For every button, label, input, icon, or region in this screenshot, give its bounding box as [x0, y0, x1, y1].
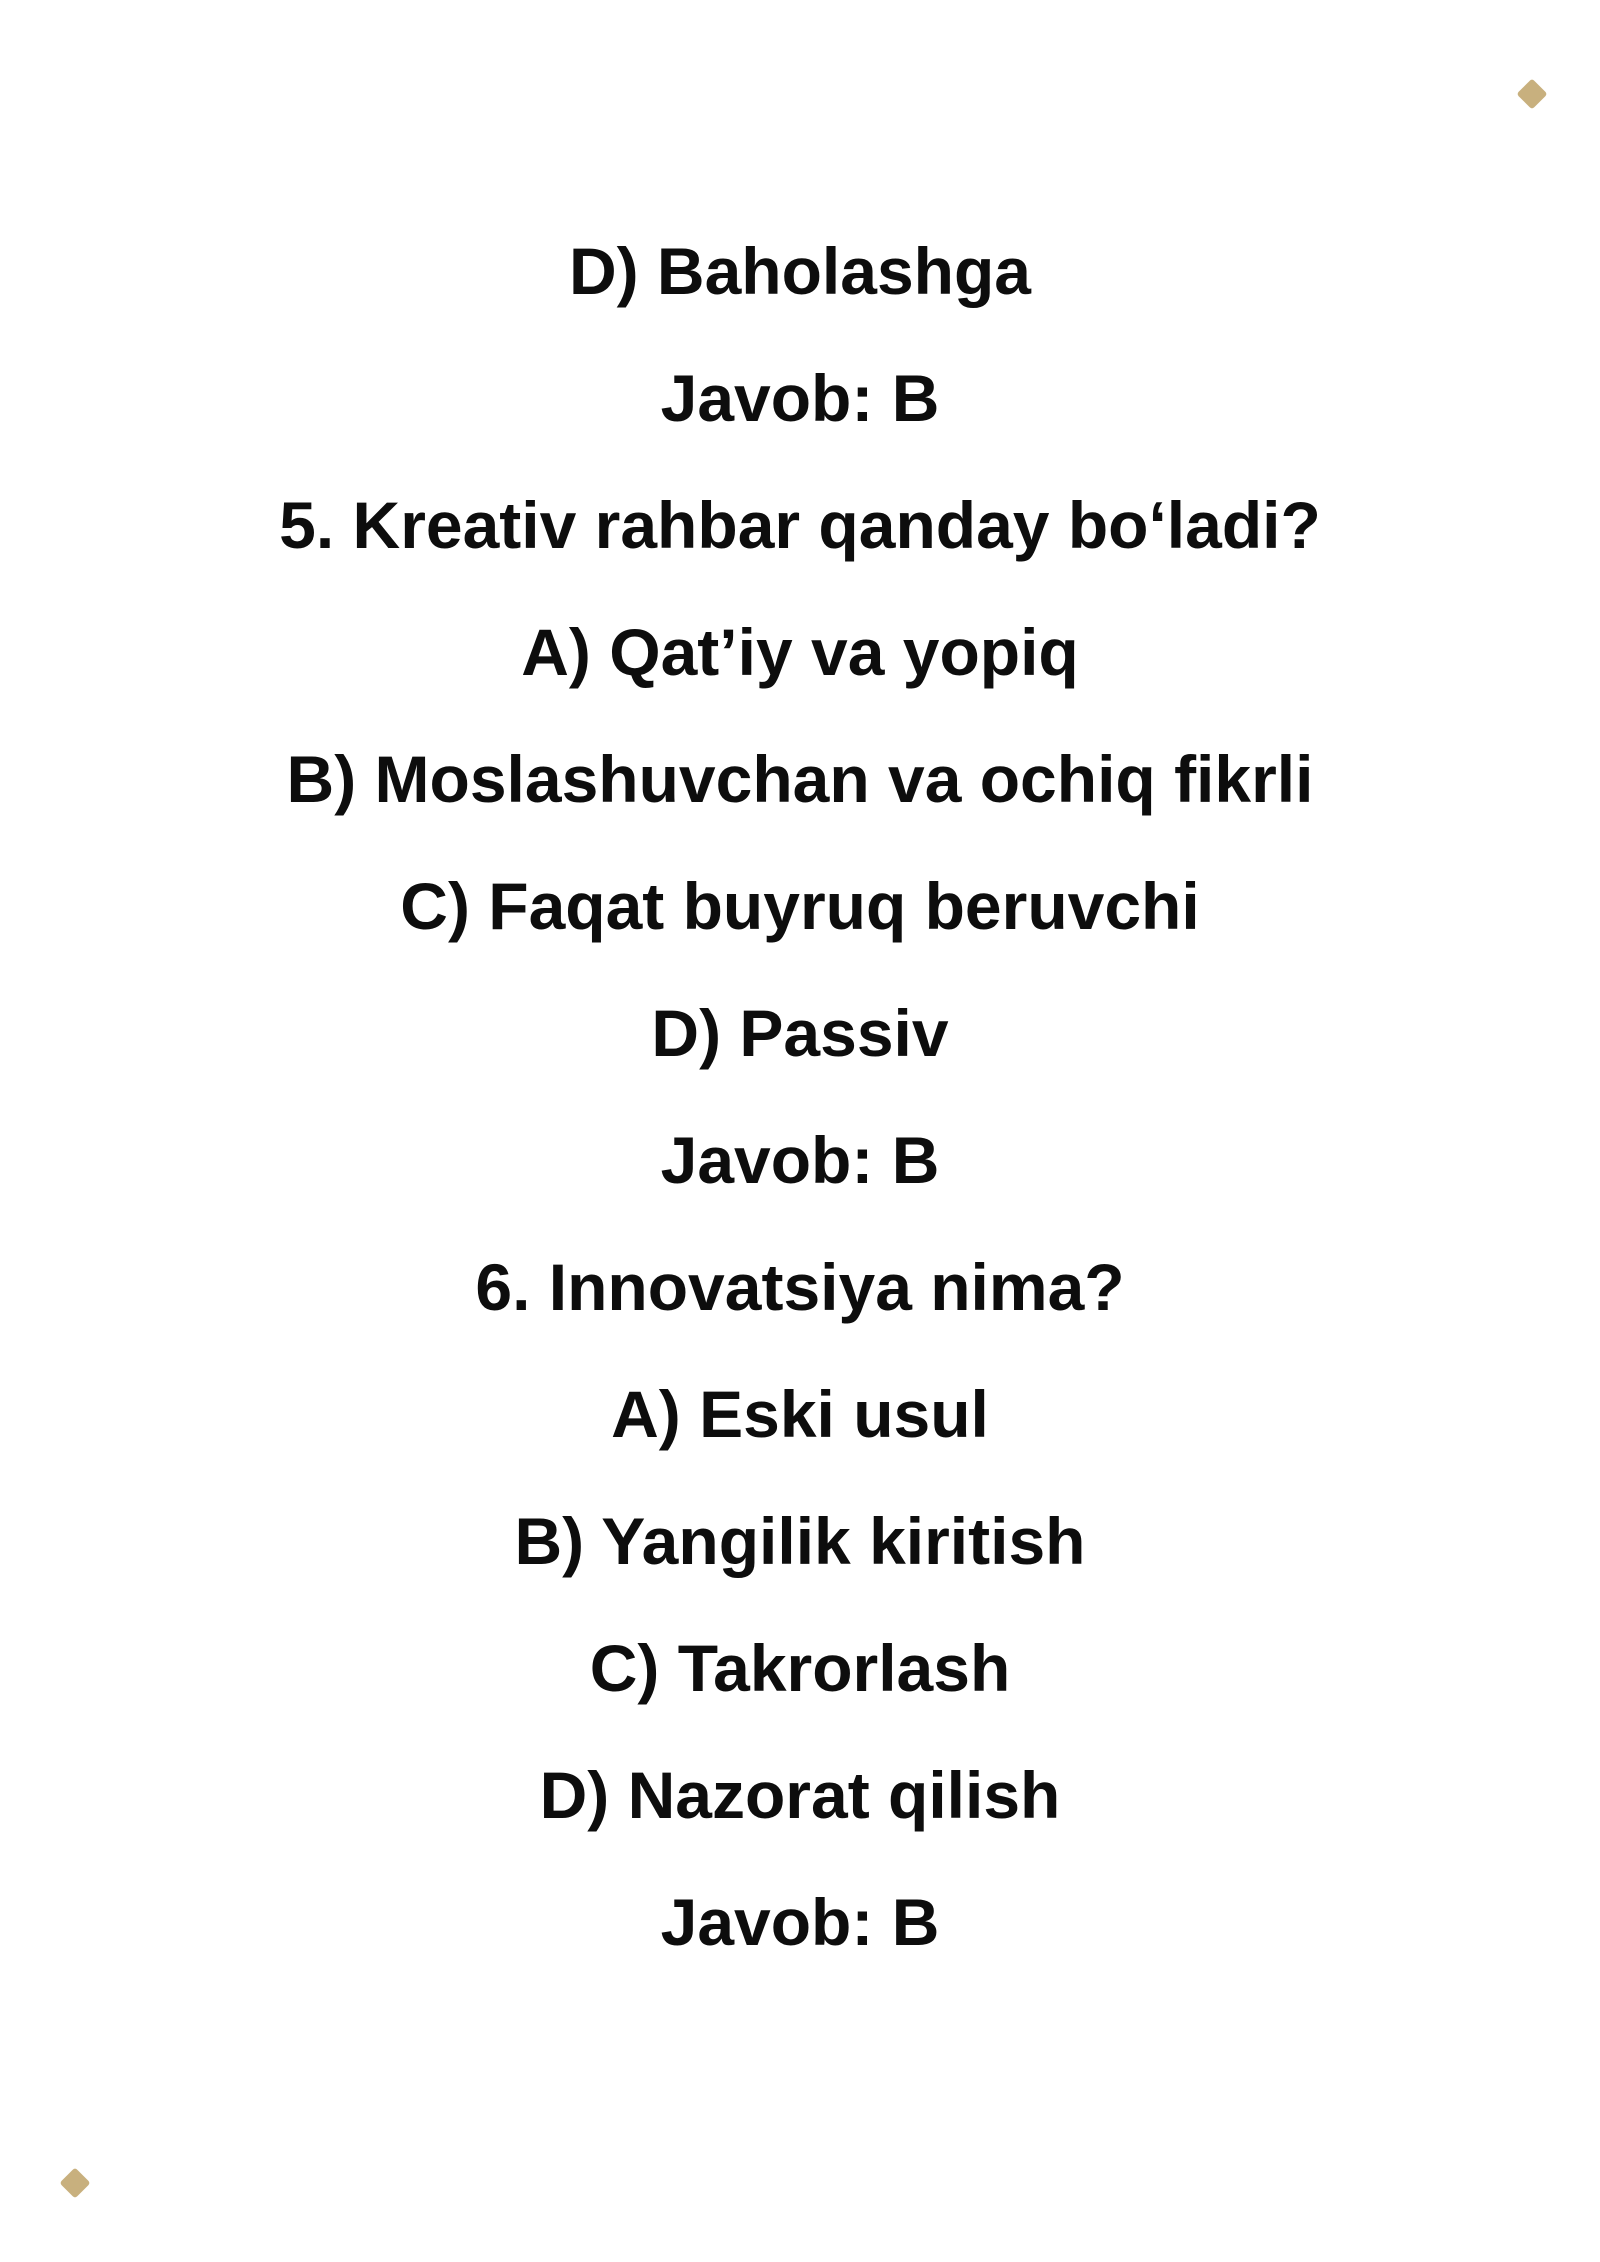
option-d-q4: D) Baholashga	[568, 234, 1032, 308]
question-5: 5. Kreativ rahbar qanday bo‘ladi?	[279, 488, 1321, 562]
option-a-q6: A) Eski usul	[611, 1377, 989, 1451]
option-c-q5: C) Faqat buyruq beruvchi	[400, 869, 1200, 943]
question-6: 6. Innovatsiya nima?	[475, 1250, 1125, 1324]
option-c-q6: C) Takrorlash	[589, 1631, 1011, 1705]
option-d-q6: D) Nazorat qilish	[539, 1758, 1061, 1832]
option-d-q5: D) Passiv	[651, 996, 949, 1070]
option-b-q6: B) Yangilik kiritish	[514, 1504, 1086, 1578]
diamond-icon	[1516, 78, 1547, 109]
diamond-icon	[59, 2167, 90, 2198]
option-a-q5: A) Qat’iy va yopiq	[521, 615, 1079, 689]
answer-q5: Javob: B	[660, 1123, 940, 1197]
answer-q6: Javob: B	[660, 1885, 940, 1959]
quiz-content	[0, 208, 1600, 1986]
option-b-q5: B) Moslashuvchan va ochiq fikrli	[286, 742, 1314, 816]
answer-q4: Javob: B	[660, 361, 940, 435]
